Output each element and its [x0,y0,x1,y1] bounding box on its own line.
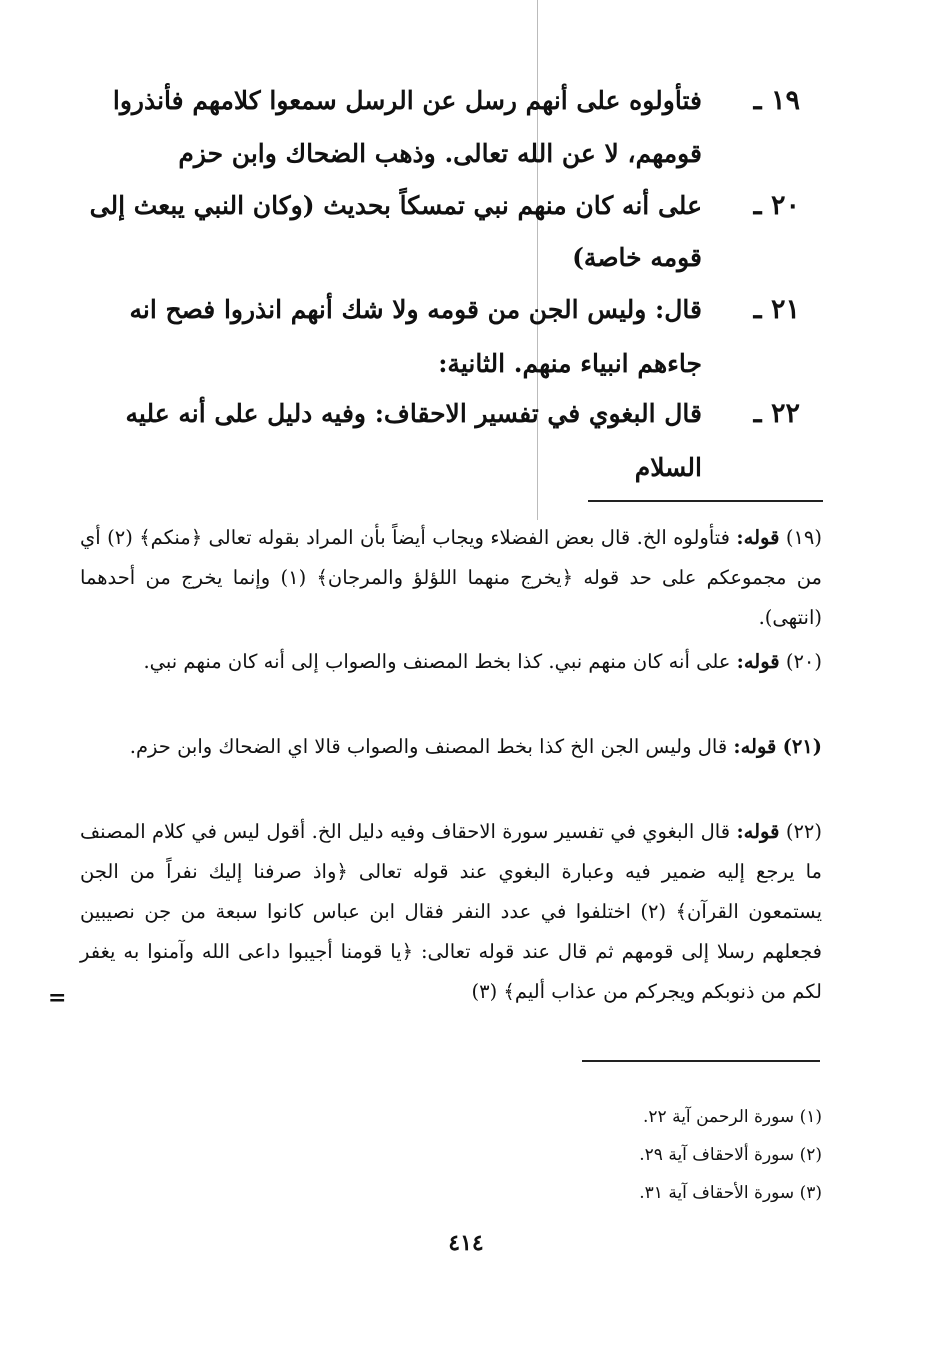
entry-number: ٢٢ ـ [753,398,800,429]
commentary-label: قوله: [733,735,777,758]
entry-number: ١٩ ـ [753,85,800,116]
footnote-1: (١) سورة الرحمن آية ٢٢. [643,1107,822,1127]
entry-line: السلام [634,453,702,482]
commentary-number: (٢٢) [785,820,822,843]
commentary-text: فتأولوه الخ. قال بعض الفضلاء ويجاب أيضاً بأن المراد بقوله تعالى ﴿منكم﴾ (٢) أي من مجموعكم على حد قوله ﴿يخرج منهما اللؤلؤ والمرجان﴾ (١) وإنما يخرج من أحدهما (انتهى). [80,526,823,629]
commentary-text: قال وليس الجن الخ كذا بخط المصنف والصواب قالا اي الضحاك وابن حزم. [129,735,728,758]
entry-line: قال البغوي في تفسير الاحقاف: وفيه دليل على أنه عليه [125,399,702,428]
entry-line: فتأولوه على أنهم رسل عن الرسل سمعوا كلامهم فأنذروا [112,86,702,115]
footnote-divider [582,1060,820,1062]
commentary-22 [80,812,822,1012]
commentary-text: قال البغوي في تفسير سورة الاحقاف وفيه دليل الخ. أقول ليس في كلام المصنف ما يرجع إليه ضمير فيه وعبارة البغوي عند قوله تعالى ﴿واذ صرفنا إليك نفراً من الجن يستمعون القرآن﴾ (٢) اختلفوا في عدد النفر فقال ابن عباس كانوا سبعة من جن نصيبين فجعلهم رسلا إلى قومهم ثم قال عند قوله تعالى: ﴿يا قومنا أجيبوا داعى الله وآمنوا به يغفر لكم من ذنوبكم ويجركم من عذاب أليم﴾ (٣) [80,820,822,1003]
commentary-number: (٢٠) [785,650,822,673]
continuation-mark: = [48,985,67,1011]
entry-line: قومهم، لا عن الله تعالى. وذهب الضحاك وابن حزم [178,139,702,168]
section-divider [588,500,823,502]
commentary-label: قوله: [736,820,780,843]
page-number: ٤١٤ [448,1230,484,1256]
commentary-label: قوله: [736,650,780,673]
footnote-2: (٢) سورة ألاحقاف آية ٢٩. [639,1145,822,1165]
commentary-label: قوله: [736,526,780,549]
footnote-3: (٣) سورة الأحقاف آية ٣١. [639,1183,822,1203]
entry-line: قومه خاصة) [572,243,702,272]
entry-number: ٢٠ ـ [753,190,800,221]
entry-number: ٢١ ـ [753,294,800,325]
commentary-number: (٢١) [782,735,822,758]
commentary-20 [80,642,822,682]
entry-line: قال: وليس الجن من قومه ولا شك أنهم انذروا فصح انه [129,295,702,324]
commentary-text: على أنه كان منهم نبي. كذا بخط المصنف والصواب إلى أنه كان منهم نبي. [143,650,731,673]
entry-line: على أنه كان منهم نبي تمسكاً بحديث (وكان النبي يبعث إلى [89,191,702,220]
entry-line: جاءهم انبياء منهم. الثانية: [438,349,702,378]
commentary-21 [80,727,822,767]
commentary-number: (١٩) [785,526,823,549]
commentary-19 [80,518,822,638]
